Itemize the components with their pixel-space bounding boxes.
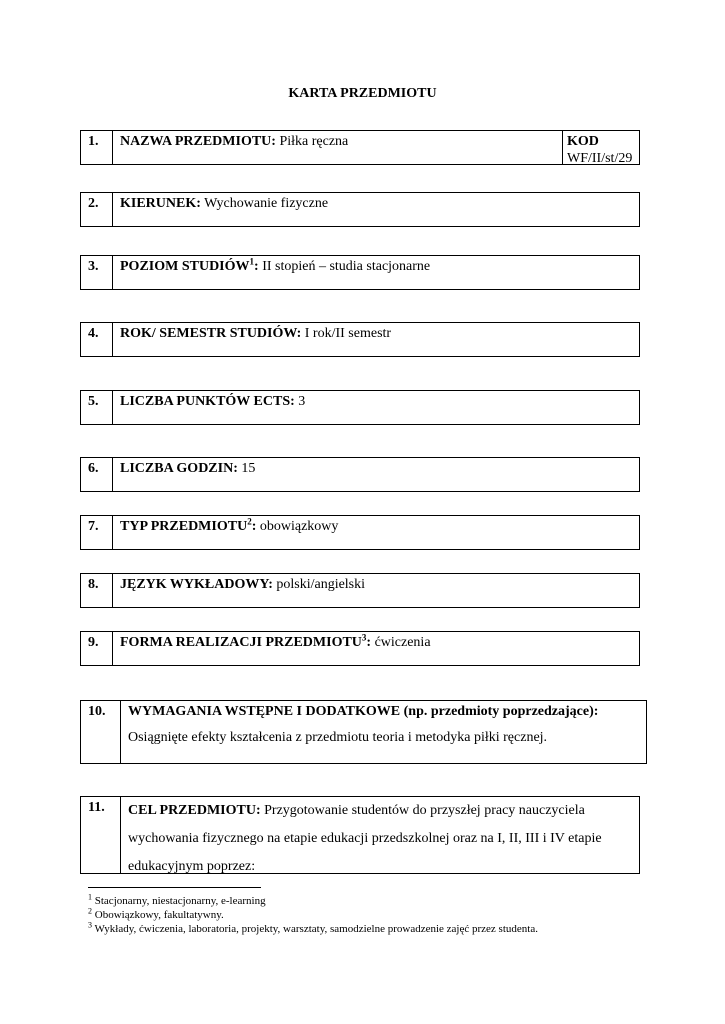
row-number: 6. [81, 458, 113, 491]
field-label-colon: : [251, 519, 257, 534]
field-label: POZIOM STUDIÓW [120, 259, 250, 274]
code-value: WF/II/st/29 [567, 151, 633, 166]
footnote-mark: 2 [88, 906, 92, 916]
row-content [113, 131, 562, 150]
row-number: 5. [81, 391, 113, 424]
footnote-ref: 3 [361, 632, 367, 643]
footnote-text: Stacjonarny, niestacjonarny, e-learning [92, 895, 266, 907]
footnote [88, 892, 266, 907]
footnote-divider [88, 887, 261, 888]
row-content [121, 797, 639, 881]
field-value: II stopień – studia stacjonarne [258, 259, 431, 274]
row-study-level [80, 255, 640, 290]
code-cell [562, 131, 639, 164]
field-value: ćwiczenia [371, 635, 431, 650]
field-label: TYP PRZEDMIOTU [120, 519, 248, 534]
row-field-of-study [80, 192, 640, 227]
field-label: LICZBA PUNKTÓW ECTS: [120, 394, 295, 409]
row-number: 10. [81, 701, 121, 763]
field-label: ROK/ SEMESTR STUDIÓW: [120, 326, 302, 341]
row-prerequisites [80, 700, 647, 764]
footnote-text: Obowiązkowy, fakultatywny. [92, 909, 224, 921]
row-number: 3. [81, 256, 113, 289]
row-course-type [80, 515, 640, 550]
field-label: LICZBA GODZIN: [120, 461, 238, 476]
row-course-name [80, 130, 640, 165]
row-course-objective [80, 796, 640, 874]
row-content [121, 701, 646, 746]
field-label-colon: : [254, 259, 259, 274]
field-label: KIERUNEK: [120, 196, 201, 211]
row-year-semester [80, 322, 640, 357]
footnote-ref: 2 [247, 516, 252, 527]
footnote-mark: 1 [88, 892, 92, 902]
row-content [113, 391, 639, 410]
field-value: Osiągnięte efekty kształcenia z przedmiotu teoria i metodyka piłki ręcznej. [128, 730, 548, 745]
field-label: WYMAGANIA WSTĘPNE I DODATKOWE (np. przedmioty poprzedzające): [128, 704, 599, 719]
footnote [88, 906, 224, 921]
field-label: JĘZYK WYKŁADOWY: [120, 577, 273, 592]
footnote-ref: 1 [249, 256, 255, 267]
field-value: Przygotowanie studentów do przyszłej pracy nauczyciela wychowania fizycznego na etapie edukacji przedszkolnej oraz na I, II, III i IV etapie edukacyjnym poprzez: [128, 803, 602, 874]
field-value: obowiązkowy [256, 519, 339, 534]
row-number: 9. [81, 632, 113, 665]
field-label-colon: : [366, 635, 372, 650]
row-number: 2. [81, 193, 113, 226]
row-number: 8. [81, 574, 113, 607]
row-number: 1. [81, 131, 113, 164]
field-label: NAZWA PRZEDMIOTU: [120, 134, 276, 149]
footnote-mark: 3 [88, 920, 92, 930]
row-content [113, 193, 639, 212]
row-form-of-delivery [80, 631, 640, 666]
row-content [113, 516, 639, 535]
row-content [113, 256, 639, 275]
field-value: 15 [237, 461, 256, 476]
field-label: CEL PRZEDMIOTU: [128, 803, 261, 818]
row-language [80, 573, 640, 608]
code-label: KOD [567, 134, 599, 149]
row-content [113, 632, 639, 651]
document-title: KARTA PRZEDMIOTU [288, 86, 437, 101]
row-content [113, 323, 639, 342]
field-value: Piłka ręczna [275, 134, 349, 149]
field-value: polski/angielski [272, 577, 366, 592]
field-value: 3 [294, 394, 306, 409]
row-content [113, 458, 639, 477]
row-ects-points [80, 390, 640, 425]
footnote-text: Wykłady, ćwiczenia, laboratoria, projekty, warsztaty, samodzielne prowadzenie zajęć przez studenta. [92, 923, 538, 935]
field-value: Wychowanie fizyczne [200, 196, 329, 211]
row-content [113, 574, 639, 593]
field-label: FORMA REALIZACJI PRZEDMIOTU [120, 635, 362, 650]
row-number: 7. [81, 516, 113, 549]
footnote [88, 920, 538, 935]
row-number: 11. [81, 797, 121, 873]
field-value: I rok/II semestr [301, 326, 392, 341]
row-number: 4. [81, 323, 113, 356]
row-hours [80, 457, 640, 492]
